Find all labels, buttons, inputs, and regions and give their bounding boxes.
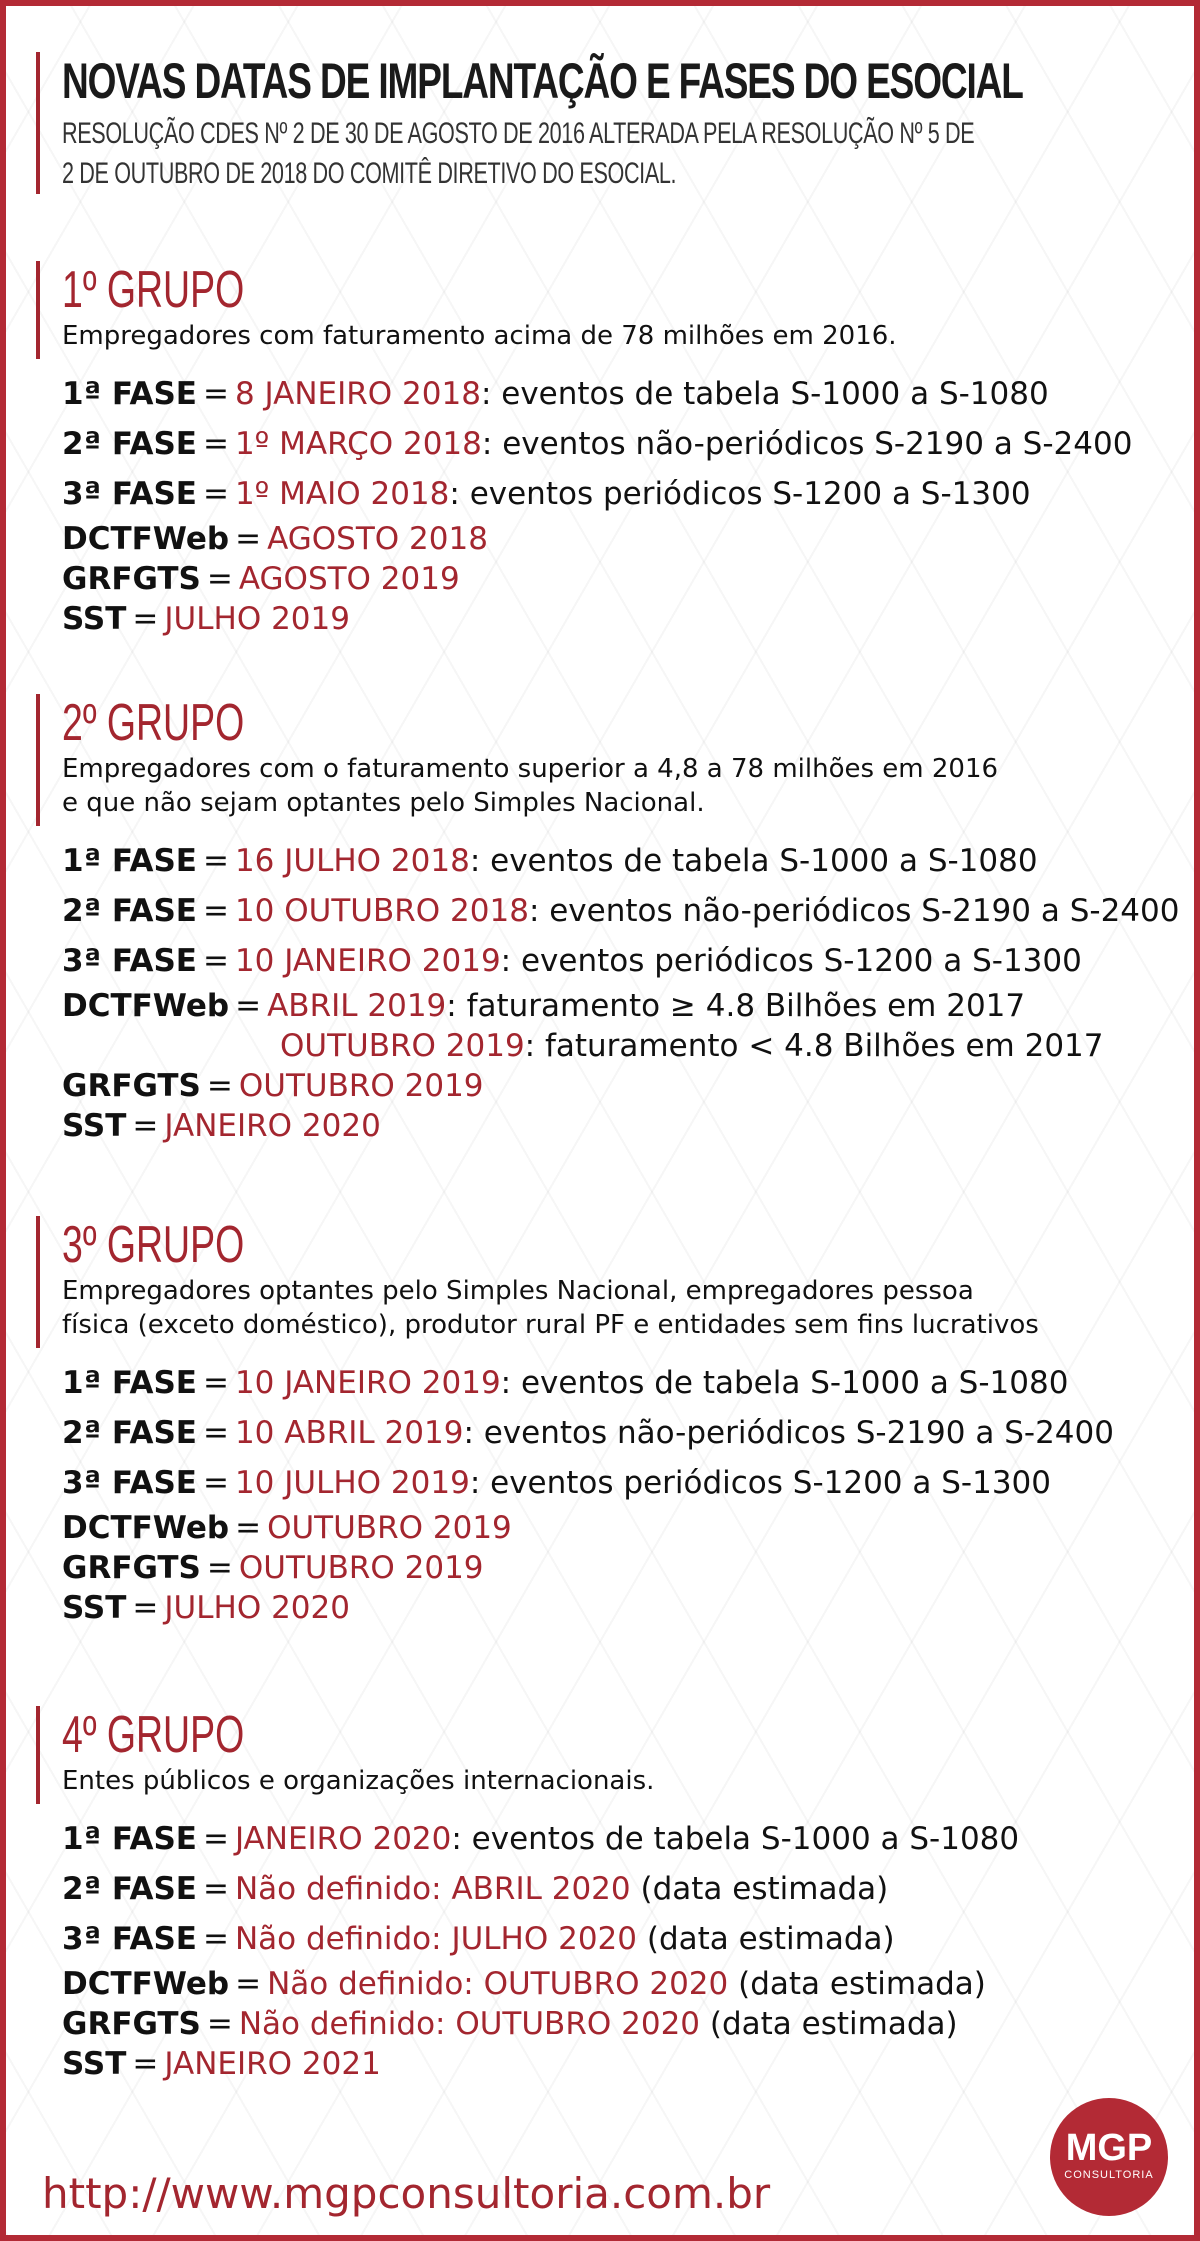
phase-row xyxy=(62,1458,1114,1508)
row-label: 3ª FASE xyxy=(62,943,197,979)
row-label: 2ª FASE xyxy=(62,1415,197,1451)
row-date: 16 JULHO 2018 xyxy=(234,843,470,879)
row-date: OUTUBRO 2019 xyxy=(238,1068,484,1104)
group-3 xyxy=(36,1216,1114,1628)
row-description: (data estimada) xyxy=(630,1871,889,1907)
phase-row xyxy=(62,1914,1019,1964)
group-description-line-1: Empregadores com o faturamento superior a 4,8 a 78 milhões em 2016 xyxy=(62,754,999,784)
equals-sign: = xyxy=(202,1365,229,1401)
group-description: Entes públicos e organizações internacionais. xyxy=(62,1766,655,1796)
row-date: OUTUBRO 2019 xyxy=(280,1028,525,1064)
dctfweb-row xyxy=(62,519,1132,559)
row-date: 10 JULHO 2019 xyxy=(234,1465,470,1501)
row-label: 2ª FASE xyxy=(62,1871,197,1907)
equals-sign: = xyxy=(132,1590,159,1626)
group-title: 4º GRUPO xyxy=(62,1706,245,1764)
phase-list xyxy=(62,369,1132,639)
row-label: 1ª FASE xyxy=(62,376,197,412)
row-date: 10 JANEIRO 2019 xyxy=(234,943,501,979)
row-label: 2ª FASE xyxy=(62,893,197,929)
row-date: ABRIL 2019 xyxy=(267,988,447,1024)
phase-row xyxy=(62,1408,1114,1458)
dctfweb-row xyxy=(62,1508,1114,1548)
row-date: OUTUBRO 2019 xyxy=(238,1550,484,1586)
row-description: : eventos de tabela S-1000 a S-1080 xyxy=(469,843,1038,879)
row-label: 1ª FASE xyxy=(62,1365,197,1401)
row-description: (data estimada) xyxy=(728,1966,986,2002)
group-2 xyxy=(36,694,1179,1146)
page-subtitle-line-2: 2 DE OUTUBRO DE 2018 DO COMITÊ DIRETIVO DO ESOCIAL. xyxy=(62,157,677,190)
row-label: DCTFWeb xyxy=(62,521,230,557)
row-label: SST xyxy=(62,601,127,637)
row-date: AGOSTO 2019 xyxy=(238,561,460,597)
group-title: 1º GRUPO xyxy=(62,261,245,319)
logo-subtext: CONSULTORIA xyxy=(1064,2169,1154,2181)
phase-row xyxy=(62,419,1132,469)
page-subtitle-line-1: RESOLUÇÃO CDES Nº 2 DE 30 DE AGOSTO DE 2016 ALTERADA PELA RESOLUÇÃO Nº 5 DE xyxy=(62,117,975,150)
row-label: GRFGTS xyxy=(62,1550,201,1586)
group-title: 3º GRUPO xyxy=(62,1216,245,1274)
row-label: 1ª FASE xyxy=(62,843,197,879)
group-description: Empregadores com faturamento acima de 78 milhões em 2016. xyxy=(62,321,897,351)
group-description-line-2: e que não sejam optantes pelo Simples Nacional. xyxy=(62,788,705,818)
row-label: DCTFWeb xyxy=(62,1510,230,1546)
row-date: JANEIRO 2021 xyxy=(164,2046,381,2082)
row-label: GRFGTS xyxy=(62,1068,201,1104)
row-date: 8 JANEIRO 2018 xyxy=(234,376,481,412)
row-date: JULHO 2019 xyxy=(164,601,350,637)
row-description: : eventos periódicos S-1200 a S-1300 xyxy=(469,1465,1051,1501)
dctfweb-row xyxy=(62,1964,1019,2004)
row-label: GRFGTS xyxy=(62,561,201,597)
equals-sign: = xyxy=(202,426,229,462)
row-date: JANEIRO 2020 xyxy=(164,1108,381,1144)
equals-sign: = xyxy=(206,1068,233,1104)
equals-sign: = xyxy=(202,943,229,979)
equals-sign: = xyxy=(235,521,262,557)
grfgts-row xyxy=(62,2004,1019,2044)
equals-sign: = xyxy=(202,1921,229,1957)
sst-row xyxy=(62,2044,1019,2084)
row-date: 10 OUTUBRO 2018 xyxy=(234,893,529,929)
equals-sign: = xyxy=(206,2006,233,2042)
equals-sign: = xyxy=(202,376,229,412)
row-description: : eventos periódicos S-1200 a S-1300 xyxy=(500,943,1082,979)
row-date: JANEIRO 2020 xyxy=(234,1821,452,1857)
row-label: 2ª FASE xyxy=(62,426,197,462)
group-header xyxy=(36,1706,1019,1804)
row-label: GRFGTS xyxy=(62,2006,201,2042)
row-description: : eventos de tabela S-1000 a S-1080 xyxy=(500,1365,1069,1401)
page-title: NOVAS DATAS DE IMPLANTAÇÃO E FASES DO ESOCIAL xyxy=(62,53,1023,109)
group-header xyxy=(36,1216,1114,1348)
phase-row xyxy=(62,1864,1019,1914)
equals-sign: = xyxy=(202,893,229,929)
row-description: : eventos de tabela S-1000 a S-1080 xyxy=(480,376,1049,412)
group-1 xyxy=(36,261,1132,639)
group-description-line-1: Empregadores optantes pelo Simples Nacional, empregadores pessoa xyxy=(62,1276,974,1306)
phase-list xyxy=(62,1358,1114,1628)
row-label: SST xyxy=(62,2046,127,2082)
sst-row xyxy=(62,599,1132,639)
row-description: : eventos não-periódicos S-2190 a S-2400 xyxy=(528,893,1180,929)
phase-row xyxy=(62,1358,1114,1408)
row-date: JULHO 2020 xyxy=(164,1590,350,1626)
phase-row xyxy=(62,469,1132,519)
header xyxy=(36,52,1200,194)
row-label: 3ª FASE xyxy=(62,1921,197,1957)
group-title: 2º GRUPO xyxy=(62,694,245,752)
grfgts-row xyxy=(62,1066,1179,1106)
row-description: (data estimada) xyxy=(637,1921,895,1957)
row-label: 3ª FASE xyxy=(62,1465,197,1501)
equals-sign: = xyxy=(202,1465,229,1501)
equals-sign: = xyxy=(235,1510,262,1546)
sst-row xyxy=(62,1588,1114,1628)
logo-text: MGP xyxy=(1065,2127,1153,2169)
row-description: : eventos periódicos S-1200 a S-1300 xyxy=(449,476,1031,512)
dctfweb-row xyxy=(62,986,1179,1026)
group-header xyxy=(36,694,1179,826)
row-date: Não definido: OUTUBRO 2020 xyxy=(267,1966,729,2002)
row-description: : eventos de tabela S-1000 a S-1080 xyxy=(451,1821,1020,1857)
row-date: 10 ABRIL 2019 xyxy=(234,1415,464,1451)
equals-sign: = xyxy=(202,476,229,512)
phase-row xyxy=(62,369,1132,419)
group-header xyxy=(36,261,1132,359)
row-description: : eventos não-periódicos S-2190 a S-2400 xyxy=(463,1415,1114,1451)
row-description: (data estimada) xyxy=(700,2006,958,2042)
row-label: 1ª FASE xyxy=(62,1821,197,1857)
group-description-line-2: física (exceto doméstico), produtor rural PF e entidades sem fins lucrativos xyxy=(62,1310,1039,1340)
website-link[interactable]: http://www.mgpconsultoria.com.br xyxy=(42,2169,771,2218)
equals-sign: = xyxy=(202,1415,229,1451)
equals-sign: = xyxy=(235,988,262,1024)
equals-sign: = xyxy=(206,1550,233,1586)
row-date: Não definido: JULHO 2020 xyxy=(234,1921,637,1957)
row-date: OUTUBRO 2019 xyxy=(267,1510,512,1546)
infographic-frame xyxy=(6,6,1194,2235)
row-date: AGOSTO 2018 xyxy=(267,521,488,557)
equals-sign: = xyxy=(202,1871,229,1907)
equals-sign: = xyxy=(132,601,159,637)
mgp-logo xyxy=(1050,2098,1168,2216)
row-date: Não definido: ABRIL 2020 xyxy=(234,1871,631,1907)
row-description: : faturamento < 4.8 Bilhões em 2017 xyxy=(524,1028,1104,1064)
phase-list xyxy=(62,836,1179,1146)
grfgts-row xyxy=(62,1548,1114,1588)
row-date: 1º MAIO 2018 xyxy=(234,476,450,512)
equals-sign: = xyxy=(132,1108,159,1144)
phase-row xyxy=(62,1814,1019,1864)
row-description: : faturamento ≥ 4.8 Bilhões em 2017 xyxy=(446,988,1026,1024)
row-label: DCTFWeb xyxy=(62,1966,230,2002)
row-label: DCTFWeb xyxy=(62,988,230,1024)
grfgts-row xyxy=(62,559,1132,599)
phase-list xyxy=(62,1814,1019,2084)
equals-sign: = xyxy=(132,2046,159,2082)
dctfweb-row-continued xyxy=(62,1026,1179,1066)
row-date: 10 JANEIRO 2019 xyxy=(234,1365,501,1401)
row-date: Não definido: OUTUBRO 2020 xyxy=(238,2006,701,2042)
equals-sign: = xyxy=(202,843,229,879)
group-4 xyxy=(36,1706,1019,2084)
row-label: SST xyxy=(62,1108,127,1144)
row-description: : eventos não-periódicos S-2190 a S-2400 xyxy=(481,426,1133,462)
sst-row xyxy=(62,1106,1179,1146)
phase-row xyxy=(62,886,1179,936)
phase-row xyxy=(62,936,1179,986)
row-date: 1º MARÇO 2018 xyxy=(234,426,482,462)
row-label: SST xyxy=(62,1590,127,1626)
row-label: 3ª FASE xyxy=(62,476,197,512)
equals-sign: = xyxy=(235,1966,262,2002)
equals-sign: = xyxy=(202,1821,229,1857)
phase-row xyxy=(62,836,1179,886)
equals-sign: = xyxy=(206,561,233,597)
